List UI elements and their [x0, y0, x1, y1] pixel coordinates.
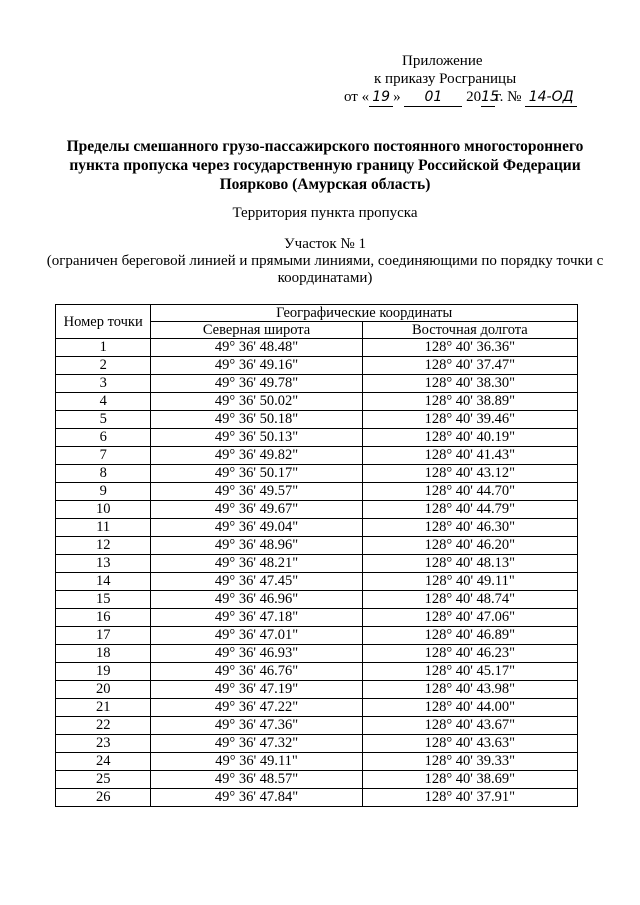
latitude-cell: 49° 36' 48.21"	[151, 555, 362, 573]
longitude-cell: 128° 40' 43.98"	[362, 681, 577, 699]
latitude-cell: 49° 36' 47.22"	[151, 699, 362, 717]
appendix-order-ref: к приказу Росграницы	[374, 71, 517, 87]
header-geo-coords: Географические координаты	[151, 305, 578, 322]
longitude-cell: 128° 40' 43.67"	[362, 717, 577, 735]
longitude-cell: 128° 40' 44.70"	[362, 483, 577, 501]
table-row	[56, 357, 578, 375]
table-row	[56, 411, 578, 429]
latitude-cell: 49° 36' 49.78"	[151, 375, 362, 393]
longitude-cell: 128° 40' 39.33"	[362, 753, 577, 771]
point-number-cell: 19	[56, 663, 151, 681]
document-title: Пределы смешанного грузо-пассажирского постоянного многостороннего пункта пропуска через государственную границу Российской Федерации Поярково (Амурская область)	[66, 138, 584, 193]
header-longitude: Восточная долгота	[362, 322, 577, 339]
handwritten-day: 19	[369, 88, 393, 107]
latitude-cell: 49° 36' 50.02"	[151, 393, 362, 411]
point-number-cell: 8	[56, 465, 151, 483]
point-number-cell: 20	[56, 681, 151, 699]
longitude-cell: 128° 40' 36.36"	[362, 339, 577, 357]
latitude-cell: 49° 36' 47.01"	[151, 627, 362, 645]
point-number-cell: 24	[56, 753, 151, 771]
table-row	[56, 717, 578, 735]
latitude-cell: 49° 36' 47.84"	[151, 789, 362, 807]
longitude-cell: 128° 40' 48.13"	[362, 555, 577, 573]
latitude-cell: 49° 36' 49.82"	[151, 447, 362, 465]
longitude-cell: 128° 40' 43.63"	[362, 735, 577, 753]
latitude-cell: 49° 36' 48.57"	[151, 771, 362, 789]
appendix-header	[330, 52, 574, 107]
latitude-cell: 49° 36' 50.18"	[151, 411, 362, 429]
latitude-cell: 49° 36' 46.93"	[151, 645, 362, 663]
latitude-cell: 49° 36' 49.57"	[151, 483, 362, 501]
point-number-cell: 18	[56, 645, 151, 663]
point-number-cell: 6	[56, 429, 151, 447]
longitude-cell: 128° 40' 38.89"	[362, 393, 577, 411]
longitude-cell: 128° 40' 46.89"	[362, 627, 577, 645]
table-row	[56, 699, 578, 717]
longitude-cell: 128° 40' 40.19"	[362, 429, 577, 447]
longitude-cell: 128° 40' 46.30"	[362, 519, 577, 537]
table-row	[56, 573, 578, 591]
longitude-cell: 128° 40' 41.43"	[362, 447, 577, 465]
point-number-cell: 14	[56, 573, 151, 591]
table-row	[56, 789, 578, 807]
table-row	[56, 483, 578, 501]
latitude-cell: 49° 36' 49.04"	[151, 519, 362, 537]
point-number-cell: 3	[56, 375, 151, 393]
handwritten-year: 15	[481, 89, 499, 105]
coordinates-table	[55, 304, 578, 807]
table-row	[56, 429, 578, 447]
latitude-cell: 49° 36' 46.76"	[151, 663, 362, 681]
table-row	[56, 519, 578, 537]
table-row	[56, 735, 578, 753]
point-number-cell: 11	[56, 519, 151, 537]
point-number-cell: 12	[56, 537, 151, 555]
latitude-cell: 49° 36' 48.48"	[151, 339, 362, 357]
table-row	[56, 465, 578, 483]
longitude-cell: 128° 40' 46.23"	[362, 645, 577, 663]
latitude-cell: 49° 36' 50.13"	[151, 429, 362, 447]
table-row	[56, 627, 578, 645]
table-row	[56, 555, 578, 573]
latitude-cell: 49° 36' 47.19"	[151, 681, 362, 699]
table-row	[56, 609, 578, 627]
year-prefix: 20	[466, 89, 482, 105]
latitude-cell: 49° 36' 49.16"	[151, 357, 362, 375]
date-prefix: от «	[344, 89, 370, 105]
point-number-cell: 22	[56, 717, 151, 735]
handwritten-order-number: 14-ОД	[525, 88, 577, 107]
longitude-cell: 128° 40' 37.47"	[362, 357, 577, 375]
point-number-cell: 5	[56, 411, 151, 429]
point-number-cell: 15	[56, 591, 151, 609]
table-row	[56, 663, 578, 681]
header-latitude: Северная широта	[151, 322, 362, 339]
point-number-cell: 1	[56, 339, 151, 357]
table-row	[56, 771, 578, 789]
date-quote-close: »	[393, 89, 401, 105]
table-row	[56, 681, 578, 699]
point-number-cell: 13	[56, 555, 151, 573]
longitude-cell: 128° 40' 37.91"	[362, 789, 577, 807]
table-row	[56, 501, 578, 519]
longitude-cell: 128° 40' 46.20"	[362, 537, 577, 555]
point-number-cell: 21	[56, 699, 151, 717]
longitude-cell: 128° 40' 43.12"	[362, 465, 577, 483]
point-number-cell: 16	[56, 609, 151, 627]
latitude-cell: 49° 36' 47.36"	[151, 717, 362, 735]
document-subtitle: Территория пункта пропуска	[232, 205, 418, 221]
header-point-number: Номер точки	[56, 305, 151, 339]
longitude-cell: 128° 40' 38.69"	[362, 771, 577, 789]
section-note: (ограничен береговой линией и прямыми линиями, соединяющими по порядку точки с координатами)	[46, 253, 604, 286]
point-number-cell: 17	[56, 627, 151, 645]
longitude-cell: 128° 40' 39.46"	[362, 411, 577, 429]
table-row	[56, 447, 578, 465]
handwritten-month: 01	[404, 88, 462, 107]
point-number-cell: 10	[56, 501, 151, 519]
table-row	[56, 753, 578, 771]
table-row	[56, 375, 578, 393]
number-label: г. №	[495, 89, 522, 105]
point-number-cell: 26	[56, 789, 151, 807]
latitude-cell: 49° 36' 50.17"	[151, 465, 362, 483]
table-row	[56, 645, 578, 663]
latitude-cell: 49° 36' 49.11"	[151, 753, 362, 771]
point-number-cell: 7	[56, 447, 151, 465]
latitude-cell: 49° 36' 48.96"	[151, 537, 362, 555]
point-number-cell: 25	[56, 771, 151, 789]
longitude-cell: 128° 40' 44.00"	[362, 699, 577, 717]
latitude-cell: 49° 36' 47.45"	[151, 573, 362, 591]
latitude-cell: 49° 36' 47.18"	[151, 609, 362, 627]
table-row	[56, 537, 578, 555]
longitude-cell: 128° 40' 49.11"	[362, 573, 577, 591]
point-number-cell: 9	[56, 483, 151, 501]
table-body	[56, 339, 578, 807]
table-row	[56, 591, 578, 609]
longitude-cell: 128° 40' 44.79"	[362, 501, 577, 519]
section-name: Участок № 1	[284, 236, 366, 252]
point-number-cell: 4	[56, 393, 151, 411]
longitude-cell: 128° 40' 47.06"	[362, 609, 577, 627]
appendix-date-line	[330, 88, 574, 107]
point-number-cell: 23	[56, 735, 151, 753]
longitude-cell: 128° 40' 45.17"	[362, 663, 577, 681]
point-number-cell: 2	[56, 357, 151, 375]
table-row	[56, 393, 578, 411]
latitude-cell: 49° 36' 46.96"	[151, 591, 362, 609]
appendix-label: Приложение	[402, 53, 483, 69]
latitude-cell: 49° 36' 49.67"	[151, 501, 362, 519]
longitude-cell: 128° 40' 38.30"	[362, 375, 577, 393]
latitude-cell: 49° 36' 47.32"	[151, 735, 362, 753]
section-heading	[40, 236, 610, 287]
longitude-cell: 128° 40' 48.74"	[362, 591, 577, 609]
table-row	[56, 339, 578, 357]
